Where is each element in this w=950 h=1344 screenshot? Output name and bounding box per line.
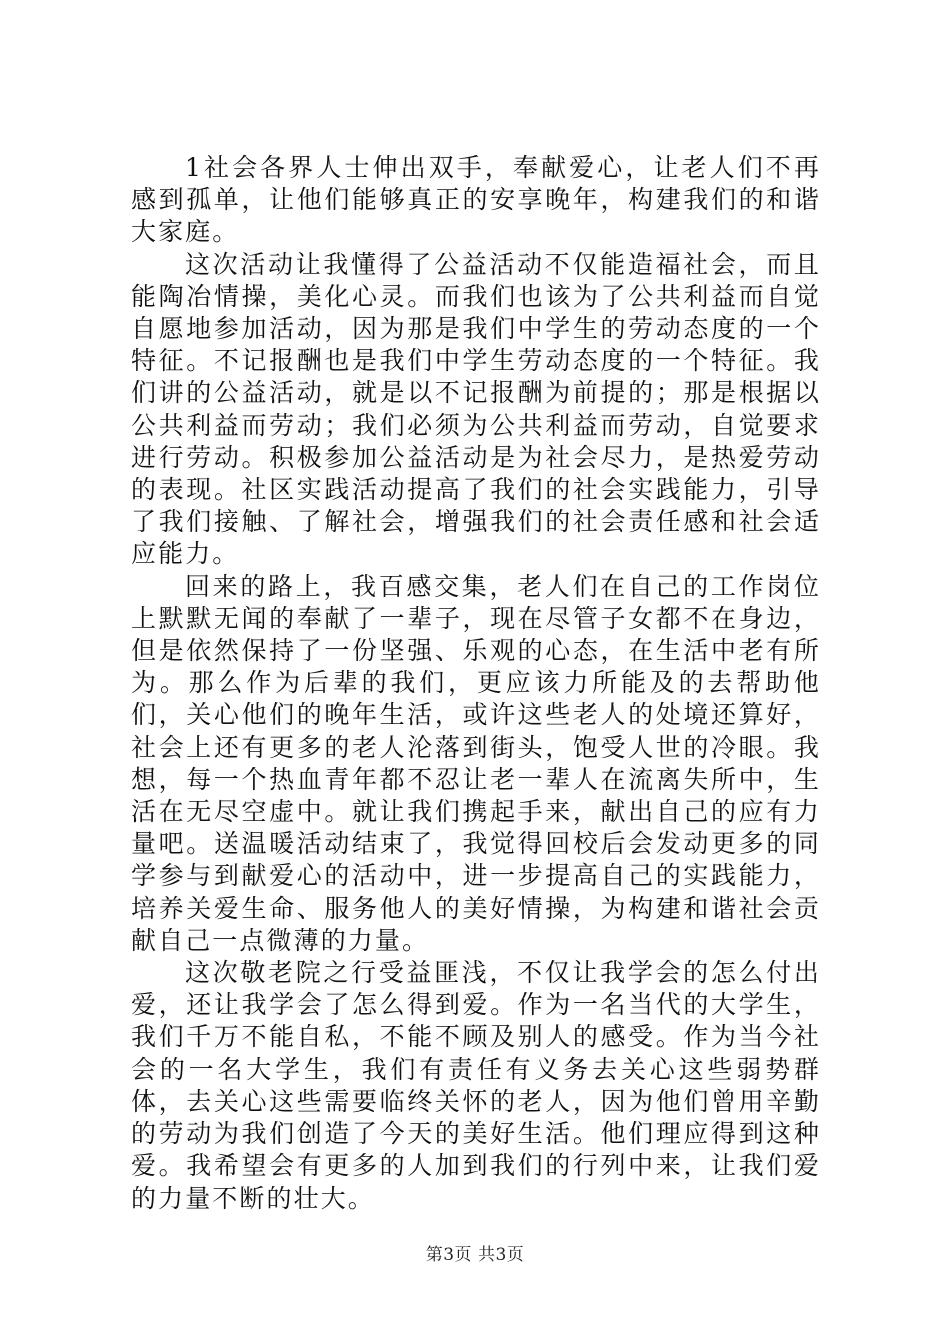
paragraph-2: 这次活动让我懂得了公益活动不仅能造福社会，而且能陶冶情操，美化心灵。而我们也该为了公共利益而自觉自愿地参加活动，因为那是我们中学生的劳动态度的一个特征。不记报酬也是我们中学生劳动态度的一个特征。我们讲的公益活动，就是以不记报酬为前提的；那是根据以公共利益而劳动；我们必须为公共利益而劳动，自觉要求进行劳动。积极参加公益活动是为社会尽力，是热爱劳动的表现。社区实践活动提高了我们的社会实践能力，引导了我们接触、了解社会，增强我们的社会责任感和社会适应能力。 [131,249,821,569]
page-footer: 第3页 共3页 [425,1245,525,1265]
paragraph-1: 1社会各界人士伸出双手，奉献爱心，让老人们不再感到孤单，让他们能够真正的安享晚年，构建我们的和谐大家庭。 [131,153,821,247]
paragraph-3: 回来的路上，我百感交集，老人们在自己的工作岗位上默默无闻的奉献了一辈子，现在尽管子女都不在身边，但是依然保持了一份坚强、乐观的心态，在生活中老有所为。那么作为后辈的我们，更应该力所能及的去帮助他们，关心他们的晚年生活，或许这些老人的处境还算好，社会上还有更多的老人沦落到街头，饱受人世的冷眼。我想，每一个热血青年都不忍让老一辈人在流离失所中，生活在无尽空虚中。就让我们携起手来，献出自己的应有力量吧。送温暖活动结束了，我觉得回校后会发动更多的同学参与到献爱心的活动中，进一步提高自己的实践能力，培养关爱生命、服务他人的美好情操，为构建和谐社会贡献自己一点微薄的力量。 [131,571,821,955]
document-body [131,152,821,1215]
paragraph-4: 这次敬老院之行受益匪浅，不仅让我学会的怎么付出爱，还让我学会了怎么得到爱。作为一名当代的大学生，我们千万不能自私，不能不顾及别人的感受。作为当今社会的一名大学生，我们有责任有义务去关心这些弱势群体，去关心这些需要临终关怀的老人，因为他们曾用辛勤的劳动为我们创造了今天的美好生活。他们理应得到这种爱。我希望会有更多的人加到我们的行列中来，让我们爱的力量不断的壮大。 [131,958,821,1213]
